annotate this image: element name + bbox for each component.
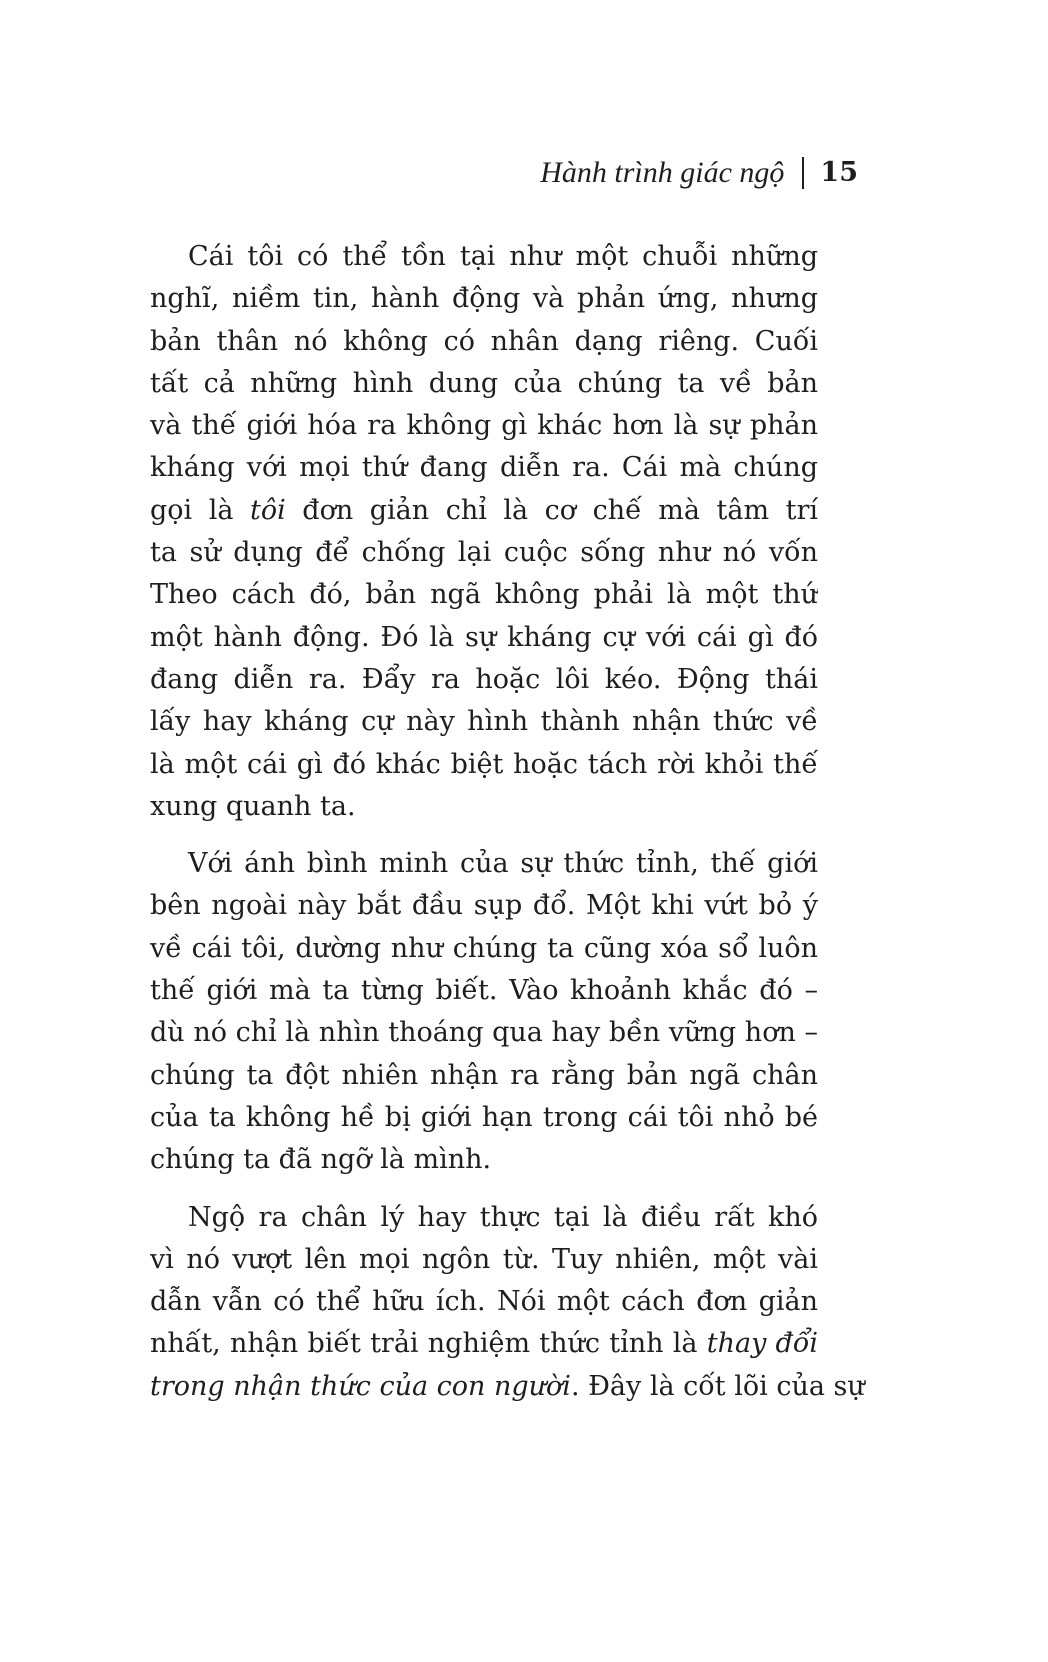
text-line — [150, 1055, 818, 1097]
text-run: dù nó chỉ là nhìn thoáng qua hay bền vững hơn – — [150, 1017, 818, 1049]
text-line — [150, 1366, 865, 1408]
text-run: ta sử dụng để chống lại cuộc sống như nó vốn — [150, 537, 818, 569]
text-line — [150, 1323, 818, 1365]
text-run: chúng ta đột nhiên nhận ra rằng bản ngã chân — [150, 1059, 818, 1091]
text-line — [150, 1139, 818, 1181]
text-run: thế giới mà ta từng biết. Vào khoảnh khắc đó – — [150, 975, 818, 1007]
page-number: 15 — [820, 157, 858, 188]
text-run: kháng với mọi thứ đang diễn ra. Cái mà chúng — [150, 452, 818, 484]
text-line — [150, 1239, 818, 1281]
text-line — [150, 532, 818, 574]
text-run: Với ánh bình minh của sự thức tỉnh, thế giới — [188, 848, 818, 880]
text-line — [150, 321, 818, 363]
paragraph — [150, 1197, 865, 1408]
text-run: về cái tôi, dường như chúng ta cũng xóa sổ luôn — [150, 932, 818, 964]
text-run: Ngộ ra chân lý hay thực tại là điều rất khó — [188, 1201, 818, 1233]
text-run: lấy hay kháng cự này hình thành nhận thức về — [150, 706, 818, 738]
paragraph-gap — [150, 828, 818, 843]
running-head — [540, 155, 858, 191]
text-run: . Đây là cốt lõi của sự — [570, 1370, 865, 1402]
paragraph — [150, 843, 818, 1181]
text-line — [150, 970, 818, 1012]
text-run: đơn giản chỉ là cơ chế mà tâm trí — [302, 494, 818, 526]
text-line — [150, 1012, 818, 1054]
text-run: và thế giới hóa ra không gì khác hơn là sự phản — [150, 410, 818, 442]
text-line — [150, 843, 818, 885]
text-line — [150, 659, 818, 701]
text-line — [150, 1097, 818, 1139]
text-line — [150, 236, 818, 278]
text-line — [150, 744, 818, 786]
text-line — [150, 1281, 818, 1323]
text-run: đang diễn ra. Đẩy ra hoặc lôi kéo. Động thái — [150, 663, 818, 695]
italic-text: thay đổi — [706, 1328, 818, 1360]
text-run: Theo cách đó, bản ngã không phải là một thứ — [150, 579, 818, 611]
text-run: vì nó vượt lên mọi ngôn từ. Tuy nhiên, một vài — [150, 1243, 818, 1275]
text-line — [150, 490, 818, 532]
text-run: dẫn vẫn có thể hữu ích. Nói một cách đơn giản — [150, 1286, 818, 1318]
text-run: Cái tôi có thể tồn tại như một chuỗi những — [188, 241, 818, 272]
text-line — [150, 885, 818, 927]
text-line — [150, 617, 818, 659]
text-line — [150, 278, 818, 320]
body-text — [150, 236, 865, 1408]
italic-text: trong nhận thức của con người — [150, 1370, 571, 1402]
italic-text: tôi — [250, 494, 286, 526]
text-line — [150, 1197, 818, 1239]
text-line — [150, 363, 818, 405]
text-run: một hành động. Đó là sự kháng cự với cái gì đó — [150, 621, 818, 653]
text-run: bên ngoài này bắt đầu sụp đổ. Một khi vứt bỏ ý — [150, 890, 818, 922]
text-line — [150, 447, 818, 489]
text-run: tất cả những hình dung của chúng ta về bản — [150, 367, 818, 399]
text-run: nghĩ, niềm tin, hành động và phản ứng, nhưng — [150, 283, 818, 315]
text-line — [150, 405, 818, 447]
running-head-divider — [802, 157, 804, 189]
text-line — [150, 786, 818, 828]
text-line — [150, 928, 818, 970]
text-line — [150, 701, 818, 743]
text-run: bản thân nó không có nhân dạng riêng. Cuối — [150, 325, 818, 357]
text-run: nhất, nhận biết trải nghiệm thức tỉnh là — [150, 1328, 707, 1360]
running-head-title: Hành trình giác ngộ — [540, 156, 785, 189]
text-line — [150, 574, 818, 616]
paragraph — [150, 236, 818, 828]
text-run: là một cái gì đó khác biệt hoặc tách rời khỏi thế — [150, 748, 818, 780]
text-run: của ta không hề bị giới hạn trong cái tôi nhỏ bé — [150, 1101, 818, 1133]
text-run: xung quanh ta. — [150, 790, 356, 822]
text-run: chúng ta đã ngỡ là mình. — [150, 1144, 492, 1176]
paragraph-gap — [150, 1182, 818, 1197]
text-run: gọi là — [150, 494, 250, 526]
